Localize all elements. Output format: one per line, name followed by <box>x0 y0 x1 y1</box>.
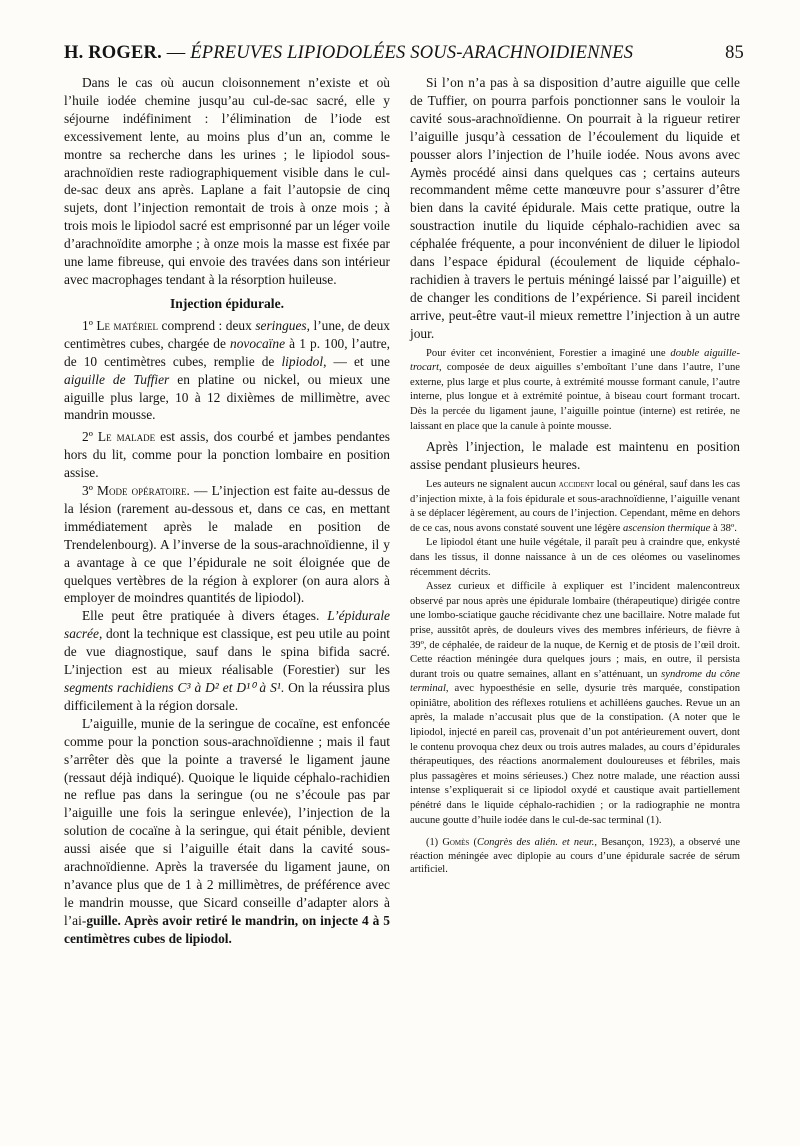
italic-run: aiguille de Tuffier <box>64 371 170 387</box>
text-run: en platine ou nickel, ou mieux une aiguille plus large, 10 à 12 dixièmes de millimètre, avec mandrin mousse. <box>64 371 390 423</box>
paragraph-tuffier: Si l’on n’a pas à sa disposition d’autre aiguille que celle de Tuffier, on pourra parfois ponctionner sans le vouloir la cavité sous-arachnoïdienne. On pourrait à la rigueur retirer l’aiguille jusqu’à cessation de l’écoulement du liquide et pousser alors l’injection de l’huile iodée. Nous avons avec Aymès procédé ainsi dans quelques cas ; certains auteurs recommandent même cette manœuvre pour s’assurer d’être bien dans la cavité épidurale. Mais cette pratique, outre la soustraction inutile du liquide céphalo-rachidien avec sa céphalée fréquente, a pour inconvénient de diluer le lipiodol dans l’espace épidural (écoulement de liquide céphalo-rachidien à travers le pertuis méningé laissé par l’aiguille) et de changer les conditions de l’expérience. Si pareil incident arrive, peut-être vaut-il mieux remettre l’injection à un autre jour. <box>410 75 740 341</box>
italic-run: ascension thermique <box>622 522 711 534</box>
paragraph-materiel <box>64 317 390 424</box>
italic-run: seringues <box>255 317 307 333</box>
text-run: . On la réussira plus difficilement à la région dorsale. <box>64 680 390 713</box>
item-number: 3º <box>82 483 93 499</box>
section-heading: Injection épidurale. <box>169 295 285 311</box>
italic-run: L’épidurale sacrée <box>64 608 390 642</box>
smallcaps-run: accident <box>558 478 595 490</box>
small-paragraph-accident <box>410 478 740 536</box>
text-run: à 1 p. 100, l’autre, de 10 centimètres cubes, remplie de <box>64 335 390 369</box>
text-run: local ou général, sauf dans les cas d’injection mixte, à la fois épidurale et sous-arachnoïdienne, l’aiguille venant à se déplacer légèrement, au cours de l’injection. Cependant, même en dehors de ce cas, nous avons constaté souvent une légère <box>410 478 740 534</box>
footnote-mark: (1) <box>426 837 443 849</box>
paragraph-after-injection: Après l’injection, le malade est maintenu en position assise pendant plusieurs heures. <box>410 439 740 473</box>
italic-run: Congrès des alién. et neur. <box>477 837 595 849</box>
text-run: , composée de deux aiguilles s’emboîtant l’une dans l’autre, l’une externe, plus large et plus courte, à extrémité mousse formant canule, l’autre interne, plus longue et à extrémité pointue, à biseau court formant trocart. Dès la percée du ligament jaune, l’aiguille pointue (interne) est retirée, ne laissant en place que la canule à pointe mousse. <box>410 362 740 432</box>
paragraph-mode-operatoire <box>64 482 390 607</box>
header-dash: — <box>161 43 191 63</box>
text-run: à 38º. <box>710 522 737 534</box>
text-run: est assis, dos courbé et jambes pendantes hors du lit, comme pour la ponction lombaire en position assise. <box>64 429 390 481</box>
footnote-author: Gomès <box>442 837 470 849</box>
paragraph-malade <box>64 428 390 482</box>
left-column <box>64 74 390 948</box>
text-run: Elle peut être pratiquée à divers étages. <box>82 608 328 624</box>
small-paragraph-incident <box>410 580 740 828</box>
text-run: , Besançon, 1923), a observé une réaction méningée avec diplopie au cours d’une épidurale sacrée de sérum artificiel. <box>410 837 740 876</box>
item-number: 1º <box>82 317 93 333</box>
header-title: ÉPREUVES LIPIODOLÉES SOUS-ARACHNOIDIENNES <box>190 43 634 63</box>
text-run: Assez curieux et difficile à expliquer est l’incident malencontreux observé par nous après une épidurale lombaire (thérapeutique) dirigée contre une lombo-sciatique gauche récidivante chez une bacillaire. Notre malade fut prise, aussitôt après, de douleurs vives des membres inférieurs, de fièvre à 39º, de céphalée, de raideur de la nuque, de Kernig et de ptosis de l’œil droit. Cette réaction méningée dura quelques jours ; mais, en outre, il persista durant trois ou quatre semaines, allant en s’atténuant, un <box>410 581 740 680</box>
text-run: ( <box>469 837 478 849</box>
paragraph-persistence: Dans le cas où aucun cloisonnement n’existe et où l’huile iodée chemine jusqu’au cul-de-sac sacré, elle y séjourne indéfiniment : l’élimination de l’iode est excessivement lente, au moins plus d’un an, comme le montre sa recherche dans les urines ; le lipiodol sous-arachnoïdien reste radiographiquement visible dans le cul-de-sac deux ans après. Laplane a fait l’autopsie de cinq sujets, dont l’injection remontait de trois à onze mois ; à trois mois le lipiodol sacré est emprisonné par un léger voile d’arachnoïdite amorphe ; à onze mois la masse est fixée par une lame fibreuse, qui envoie des travées dans son intérieur avec macrophages tendant à la résorption huileuse. <box>64 75 390 287</box>
text-run: — L’injection est faite au-dessus de la lésion (rarement au-dessous et, dans ce cas, en mettant immédiatement après le malade en position de Trendelenbourg). A l’inverse de la sous-arachnoïdienne, il y a avantage à ce que l’épidurale ne soit éloignée que de quelques vertèbres de la région à explorer (on aura alors à employer de moindres quantités de lipiodol). <box>64 483 390 606</box>
right-column <box>410 74 740 877</box>
small-paragraph-trocart <box>410 347 740 435</box>
bold-run: guille. Après avoir retiré le mandrin, on injecte 4 à 5 centimètres cubes de lipiodol. <box>64 912 390 946</box>
small-paragraph-oleomes: Le lipiodol étant une huile végétale, il paraît peu à craindre que, enkysté dans les tissus, il donne naissance à un de ces oléomes ou vaselinomes récemment décrits. <box>410 537 740 578</box>
text-run: , dont la technique est classique, est peu utile au point de vue diagnostique, sauf dans le spina bifida sacré. L’injection est au mieux réalisable (Forestier) sur les <box>64 626 390 678</box>
italic-run: lipiodol <box>281 353 324 369</box>
header-left <box>64 42 633 64</box>
item-label: Le matériel <box>96 317 159 333</box>
italic-run: novocaïne <box>230 335 286 351</box>
item-label: Le malade <box>97 429 156 445</box>
footnote <box>410 836 740 877</box>
text-run: , — et une <box>323 353 390 369</box>
item-label: Mode opératoire. <box>97 483 190 499</box>
running-header <box>64 42 744 64</box>
paragraph-aiguille <box>64 715 390 948</box>
item-number: 2º <box>82 429 93 445</box>
italic-run: double aiguille-trocart <box>410 347 740 374</box>
text-run: comprend : deux <box>158 317 256 333</box>
page-number: 85 <box>725 43 744 63</box>
text-run: , l’une, de deux centimètres cubes, chargée de <box>64 317 390 351</box>
text-run: Les auteurs ne signalent aucun <box>426 478 559 490</box>
italic-run: segments rachidiens C³ à D² et D¹⁰ à S¹ <box>64 680 281 695</box>
text-run: Pour éviter cet inconvénient, Forestier a imaginé une <box>426 347 671 359</box>
header-author: H. ROGER. <box>64 43 162 63</box>
italic-run: syndrome du cône terminal <box>410 668 740 695</box>
text-run: , avec hypoesthésie en selle, dysurie très marquée, constipation opiniâtre, abolition des réflexes rotuliens et achilléens gauches. Revue un an après, la malade n’accusait plus que de la constipation. (A noter que le lipiodol, injecté en pareil cas, provenait d’un pot antérieurement ouvert, dont le contenu provoqua chez deux ou trois autres malades, au cours d’épidurales thérapeutiques, des réactions anormalement douloureuses et fébriles, mais plus passagères et moins sérieuses.) Chez notre malade, une réaction aussi intense s’expliquerait si ce lipiodol oxydé et caustique avait partiellement pénétré dans le liquide céphalo-rachidien ; or la radiographie ne montra aucune goutte d’huile iodée dans le cul-de-sac terminal (1). <box>410 683 740 826</box>
paragraph-etages <box>64 607 390 714</box>
text-run: L’aiguille, munie de la seringue de cocaïne, est enfoncée comme pour la ponction sous-arachnoïdienne ; mais il faut s’arrêter dès que la pointe a traversé le ligament jaune (ressaut déjà indiqué). Quoique le liquide céphalo-rachidien ne reflue pas dans la seringue (ou ne s’écoule pas par l’aiguille une fois la seringue enlevée), l’injection de la solution de cocaïne à la seringue, qui était pénible, devient aussi aisée que si l’aiguille était dans la cavité sous-arachnoïdienne. Après la traversée du ligament jaune, on n’avance plus que de 1 à 2 millimètres, de préférence avec le mandrin mousse, que Sicard conseille d’adapter alors à l’ai- <box>64 715 390 928</box>
